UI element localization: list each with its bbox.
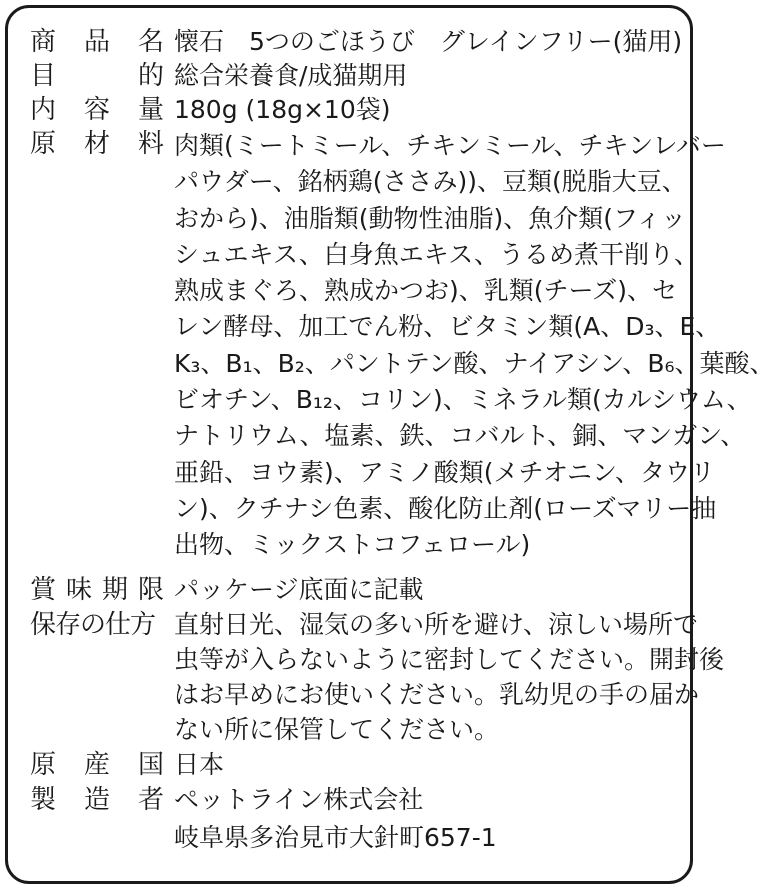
value-line: パウダー、銘柄鶏(ささみ))、豆類(脱脂大豆、 — [174, 167, 687, 197]
value-line: 岐阜県多治見市大針町657-1 — [174, 823, 497, 852]
value-purpose — [174, 60, 684, 92]
label-best-before — [30, 574, 164, 606]
value-line: 熟成まぐろ、熟成かつお)、乳類(チーズ)、セ — [174, 276, 678, 306]
label-char: 者 — [137, 785, 164, 815]
value-storage — [174, 609, 725, 749]
label-char: 産 — [83, 750, 110, 780]
label-char: 量 — [137, 95, 164, 125]
label-char: 料 — [137, 129, 164, 159]
value-ingredients — [174, 128, 775, 564]
value-line: 総合栄養食/成猫期用 — [174, 61, 408, 90]
value-line: 直射日光、湿気の多い所を避け、涼しい場所で — [174, 610, 699, 639]
value-line: ない所に保管してください。 — [174, 715, 500, 744]
label-char: 製 — [30, 785, 57, 815]
value-line: レン酵母、加工でん粉、ビタミン類(A、D₃、E、 — [174, 312, 721, 342]
value-line: ン)、クチナシ色素、酸化防止剤(ローズマリー抽 — [174, 493, 717, 523]
value-line: K₃、B₁、B₂、パントテン酸、ナイアシン、B₆、葉酸、 — [174, 348, 775, 378]
value-line: 亜鉛、ヨウ素)、アミノ酸類(メチオニン、タウリ — [174, 457, 716, 487]
value-manufacturer — [174, 784, 684, 860]
value-line: 180g (18g×10袋) — [174, 95, 391, 124]
label-char: 限 — [137, 575, 164, 605]
label-char: 原 — [30, 129, 57, 159]
value-line: パッケージ底面に記載 — [174, 575, 424, 604]
label-char: 国 — [137, 750, 164, 780]
label-char: 内 — [30, 95, 57, 125]
value-line: 懐石 5つのごほうび グレインフリー(猫用) — [174, 27, 683, 56]
label-manufacturer — [30, 784, 164, 816]
value-line: 日本 — [174, 750, 225, 779]
label-char: 造 — [83, 785, 110, 815]
label-char: 味 — [65, 575, 92, 605]
value-line: ペットライン株式会社 — [174, 785, 424, 814]
label-text: 保存の仕方 — [30, 610, 156, 640]
label-char: 容 — [83, 95, 110, 125]
value-product-name — [174, 26, 684, 58]
label-char: 期 — [101, 575, 128, 605]
label-origin — [30, 749, 164, 781]
label-char: 名 — [137, 27, 164, 57]
label-content-amount — [30, 94, 164, 126]
value-line: 虫等が入らないように密封してください。開封後 — [174, 645, 725, 674]
label-purpose — [30, 60, 164, 92]
value-content-amount — [174, 94, 684, 126]
label-char: 目 — [30, 61, 57, 91]
label-char: 品 — [83, 27, 110, 57]
value-line: 出物、ミックストコフェロール) — [174, 530, 531, 560]
value-line: ナトリウム、塩素、鉄、コバルト、銅、マンガン、 — [174, 421, 746, 451]
value-line: シュエキス、白身魚エキス、うるめ煮干削り、 — [174, 239, 700, 269]
label-ingredients — [30, 128, 164, 160]
label-product-name — [30, 26, 164, 58]
value-line: 肉類(ミートミール、チキンミール、チキンレバー — [174, 131, 726, 160]
value-origin — [174, 749, 684, 781]
label-storage — [30, 609, 164, 641]
value-line: ビオチン、B₁₂、コリン)、ミネラル類(カルシウム、 — [174, 385, 752, 415]
value-best-before — [174, 574, 684, 606]
label-char: 原 — [30, 750, 57, 780]
label-char: 材 — [83, 129, 110, 159]
label-char: 商 — [30, 27, 57, 57]
value-line: おから)、油脂類(動物性油脂)、魚介類(フィッ — [174, 203, 687, 233]
label-char: 的 — [137, 61, 164, 91]
label-panel — [5, 5, 775, 884]
value-line: はお早めにお使いください。乳幼児の手の届か — [174, 680, 700, 709]
label-char: 賞 — [30, 575, 57, 605]
